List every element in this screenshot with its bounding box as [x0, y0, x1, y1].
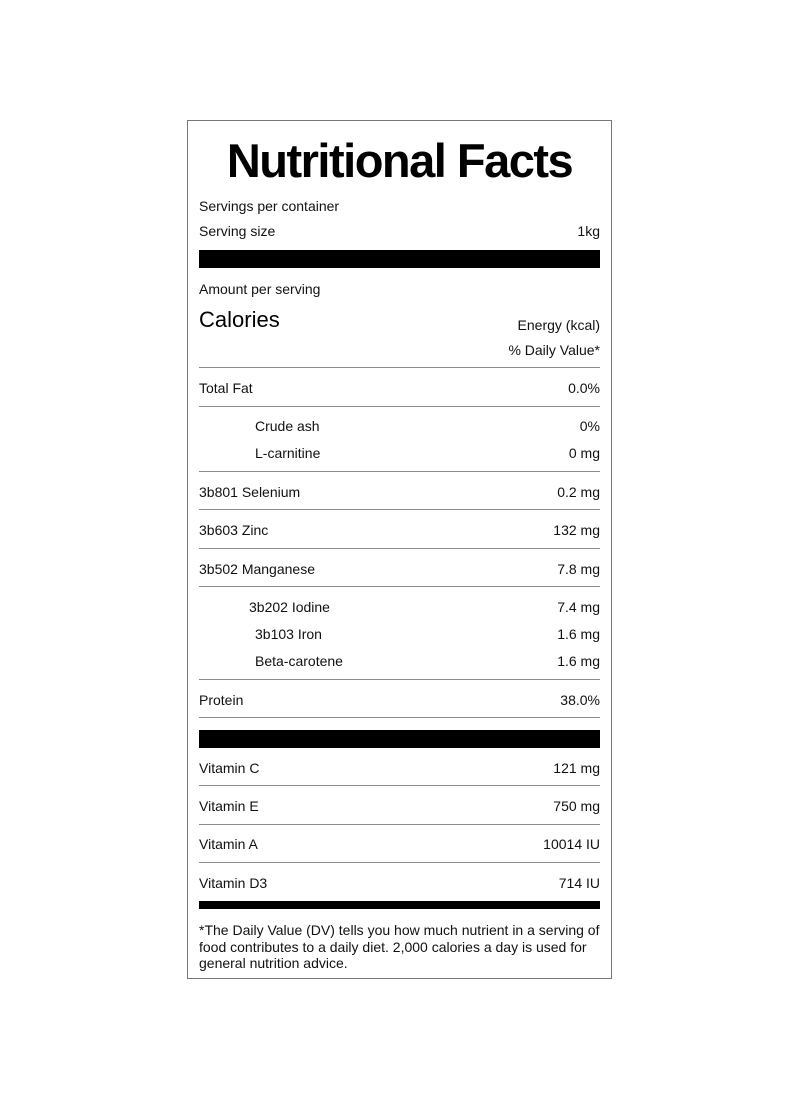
zinc-value: 132 mg — [553, 522, 600, 538]
beta-carotene-label: Beta-carotene — [255, 653, 343, 669]
protein-label: Protein — [199, 692, 244, 708]
vitamin-c-label: Vitamin C — [199, 760, 260, 776]
selenium-row — [199, 483, 600, 501]
protein-row — [199, 691, 600, 709]
label-title: Nutritional Facts — [226, 134, 573, 187]
divider — [199, 509, 600, 510]
zinc-label: 3b603 Zinc — [199, 522, 269, 538]
serving-size-row — [199, 222, 600, 240]
nutrition-label — [187, 120, 612, 979]
crude-ash-row — [199, 417, 600, 435]
crude-ash-value: 0% — [579, 418, 600, 434]
vitamin-e-row — [199, 797, 600, 815]
vitamin-d3-value: 714 IU — [558, 875, 600, 891]
thick-divider-top — [199, 250, 600, 268]
manganese-value: 7.8 mg — [557, 561, 600, 577]
manganese-row — [199, 560, 600, 578]
serving-size-value: 1kg — [577, 223, 600, 239]
selenium-label: 3b801 Selenium — [199, 484, 301, 500]
divider — [199, 367, 600, 368]
daily-value-row — [199, 341, 600, 359]
energy-row — [199, 316, 600, 334]
divider — [199, 679, 600, 680]
l-carnitine-value: 0 mg — [568, 445, 600, 461]
l-carnitine-label: L-carnitine — [255, 445, 321, 461]
iron-label: 3b103 Iron — [255, 626, 322, 642]
calories-heading: Calories — [199, 307, 280, 332]
vitamin-d3-label: Vitamin D3 — [199, 875, 268, 891]
total-fat-row — [199, 379, 600, 397]
beta-carotene-row — [199, 652, 600, 670]
selenium-value: 0.2 mg — [557, 484, 600, 500]
divider — [199, 717, 600, 718]
divider — [199, 471, 600, 472]
divider — [199, 586, 600, 587]
vitamin-a-row — [199, 835, 600, 853]
divider — [199, 824, 600, 825]
vitamin-e-label: Vitamin E — [199, 798, 259, 814]
divider — [199, 862, 600, 863]
daily-value-header: % Daily Value* — [508, 342, 600, 358]
vitamin-e-value: 750 mg — [553, 798, 600, 814]
vitamin-c-row — [199, 759, 600, 777]
iodine-value: 7.4 mg — [557, 599, 600, 615]
vitamin-c-value: 121 mg — [553, 760, 600, 776]
beta-carotene-value: 1.6 mg — [557, 653, 600, 669]
protein-value: 38.0% — [560, 692, 600, 708]
zinc-row — [199, 521, 600, 539]
divider — [199, 785, 600, 786]
iodine-row — [199, 598, 600, 616]
servings-per-container-row — [199, 197, 600, 215]
total-fat-value: 0.0% — [568, 380, 600, 396]
divider — [199, 548, 600, 549]
nutrition-label-content — [199, 121, 600, 978]
iron-value: 1.6 mg — [557, 626, 600, 642]
vitamin-a-label: Vitamin A — [199, 836, 258, 852]
total-fat-label: Total Fat — [199, 380, 253, 396]
iron-row — [199, 625, 600, 643]
thick-divider-vitamins — [199, 730, 600, 748]
daily-value-footnote: *The Daily Value (DV) tells you how much nutrient in a serving of food contributes to a daily diet. 2,000 calories a day is used for general nutrition advice. — [199, 922, 600, 971]
vitamin-d3-row — [199, 874, 600, 892]
divider — [199, 406, 600, 407]
servings-per-container-label: Servings per container — [199, 198, 340, 214]
vitamin-a-value: 10014 IU — [543, 836, 600, 852]
crude-ash-label: Crude ash — [255, 418, 320, 434]
amount-per-serving-label: Amount per serving — [199, 281, 321, 297]
l-carnitine-row — [199, 444, 600, 462]
amount-per-serving-row — [199, 280, 600, 298]
energy-label: Energy (kcal) — [517, 317, 600, 333]
iodine-label: 3b202 Iodine — [249, 599, 330, 615]
thick-divider-bottom — [199, 901, 600, 909]
manganese-label: 3b502 Manganese — [199, 561, 315, 577]
serving-size-label: Serving size — [199, 223, 276, 239]
